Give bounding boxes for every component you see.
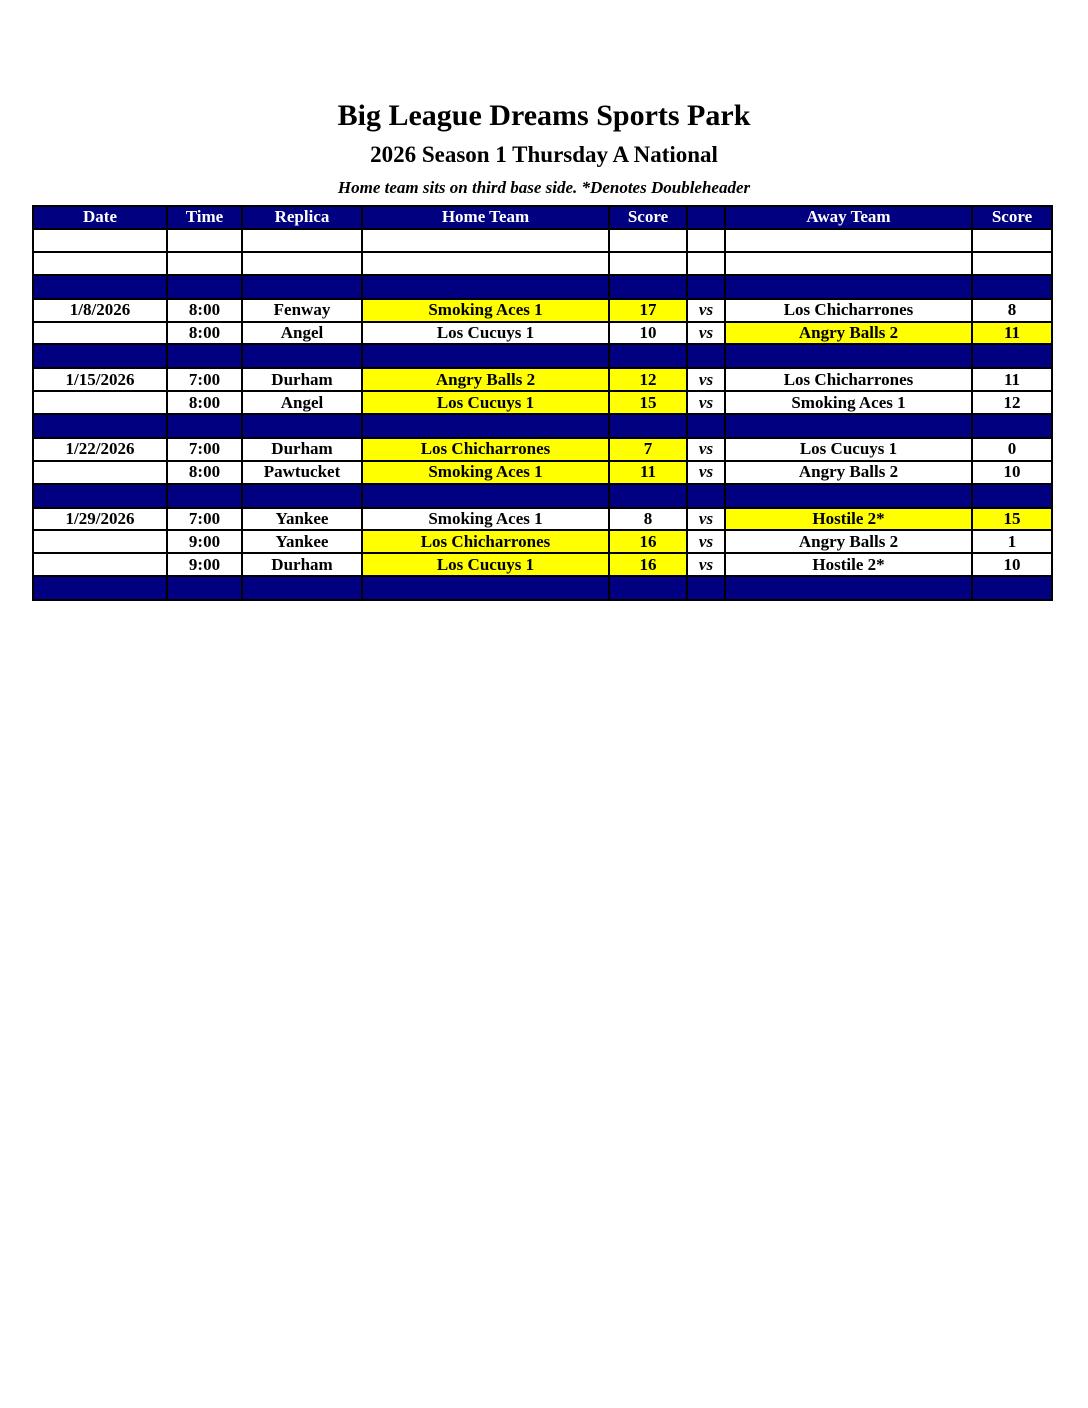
home-team-cell: Los Chicharrones: [362, 530, 609, 553]
empty-cell: [242, 344, 362, 368]
empty-cell: [687, 484, 725, 508]
vs-cell: vs: [687, 530, 725, 553]
time-cell: 7:00: [167, 508, 242, 531]
empty-cell: [609, 252, 687, 275]
home-team-cell: Smoking Aces 1: [362, 299, 609, 322]
empty-cell: [362, 275, 609, 299]
empty-cell: [609, 275, 687, 299]
schedule-table: [32, 205, 1053, 601]
empty-cell: [167, 229, 242, 252]
empty-cell: [972, 484, 1052, 508]
empty-cell: [972, 576, 1052, 600]
away-score-cell: 10: [972, 461, 1052, 484]
empty-cell: [972, 414, 1052, 438]
game-row: [33, 461, 1052, 484]
date-cell: 1/15/2026: [33, 368, 167, 391]
vs-cell: vs: [687, 368, 725, 391]
empty-cell: [33, 414, 167, 438]
col-time-header: Time: [167, 206, 242, 229]
empty-cell: [725, 229, 972, 252]
date-cell: 1/8/2026: [33, 299, 167, 322]
date-cell: [33, 391, 167, 414]
header-row: [33, 206, 1052, 229]
empty-cell: [33, 484, 167, 508]
empty-cell: [167, 484, 242, 508]
col-date-header: Date: [33, 206, 167, 229]
away-score-cell: 12: [972, 391, 1052, 414]
page-title: Big League Dreams Sports Park: [337, 99, 751, 132]
home-team-cell: Angry Balls 2: [362, 368, 609, 391]
empty-cell: [725, 344, 972, 368]
empty-cell: [362, 229, 609, 252]
time-cell: 8:00: [167, 461, 242, 484]
empty-cell: [362, 344, 609, 368]
home-score-cell: 15: [609, 391, 687, 414]
replica-cell: Durham: [242, 553, 362, 576]
vs-cell: vs: [687, 322, 725, 345]
empty-cell: [687, 252, 725, 275]
time-cell: 9:00: [167, 553, 242, 576]
time-cell: 7:00: [167, 438, 242, 461]
home-score-cell: 11: [609, 461, 687, 484]
col-away-team-header: Away Team: [725, 206, 972, 229]
home-score-cell: 7: [609, 438, 687, 461]
separator-row: [33, 275, 1052, 299]
empty-cell: [687, 576, 725, 600]
home-team-cell: Los Cucuys 1: [362, 322, 609, 345]
empty-cell: [242, 576, 362, 600]
time-cell: 8:00: [167, 391, 242, 414]
empty-cell: [362, 576, 609, 600]
vs-cell: vs: [687, 508, 725, 531]
vs-cell: vs: [687, 299, 725, 322]
empty-cell: [972, 252, 1052, 275]
separator-row: [33, 576, 1052, 600]
empty-cell: [609, 229, 687, 252]
empty-cell: [972, 275, 1052, 299]
away-score-cell: 0: [972, 438, 1052, 461]
replica-cell: Yankee: [242, 508, 362, 531]
empty-cell: [362, 484, 609, 508]
empty-cell: [33, 252, 167, 275]
empty-cell: [242, 414, 362, 438]
col-home-team-header: Home Team: [362, 206, 609, 229]
empty-cell: [725, 275, 972, 299]
schedule-note: Home team sits on third base side. *Denotes Doubleheader: [337, 178, 751, 197]
col-away-score-header: Score: [972, 206, 1052, 229]
vs-cell: vs: [687, 391, 725, 414]
away-score-cell: 8: [972, 299, 1052, 322]
time-cell: 8:00: [167, 322, 242, 345]
home-team-cell: Los Chicharrones: [362, 438, 609, 461]
date-cell: 1/29/2026: [33, 508, 167, 531]
empty-cell: [687, 229, 725, 252]
away-score-cell: 11: [972, 322, 1052, 345]
game-row: [33, 438, 1052, 461]
empty-cell: [609, 344, 687, 368]
away-team-cell: Los Chicharrones: [725, 368, 972, 391]
empty-row: [33, 252, 1052, 275]
home-team-cell: Smoking Aces 1: [362, 461, 609, 484]
empty-cell: [687, 344, 725, 368]
home-score-cell: 16: [609, 530, 687, 553]
game-row: [33, 299, 1052, 322]
away-team-cell: Angry Balls 2: [725, 530, 972, 553]
empty-cell: [167, 275, 242, 299]
replica-cell: Durham: [242, 438, 362, 461]
separator-row: [33, 344, 1052, 368]
empty-cell: [725, 252, 972, 275]
replica-cell: Angel: [242, 391, 362, 414]
empty-cell: [609, 414, 687, 438]
game-row: [33, 508, 1052, 531]
empty-row: [33, 229, 1052, 252]
game-row: [33, 553, 1052, 576]
empty-cell: [167, 252, 242, 275]
empty-cell: [33, 275, 167, 299]
empty-cell: [725, 484, 972, 508]
empty-cell: [687, 414, 725, 438]
date-cell: 1/22/2026: [33, 438, 167, 461]
home-team-cell: Smoking Aces 1: [362, 508, 609, 531]
empty-cell: [33, 344, 167, 368]
replica-cell: Angel: [242, 322, 362, 345]
empty-cell: [33, 576, 167, 600]
game-row: [33, 368, 1052, 391]
home-score-cell: 17: [609, 299, 687, 322]
empty-cell: [167, 414, 242, 438]
empty-cell: [242, 252, 362, 275]
col-home-score-header: Score: [609, 206, 687, 229]
empty-cell: [725, 576, 972, 600]
away-score-cell: 1: [972, 530, 1052, 553]
date-cell: [33, 530, 167, 553]
replica-cell: Fenway: [242, 299, 362, 322]
away-team-cell: Los Cucuys 1: [725, 438, 972, 461]
home-score-cell: 10: [609, 322, 687, 345]
replica-cell: Pawtucket: [242, 461, 362, 484]
game-row: [33, 530, 1052, 553]
separator-row: [33, 484, 1052, 508]
game-row: [33, 322, 1052, 345]
time-cell: 9:00: [167, 530, 242, 553]
away-score-cell: 10: [972, 553, 1052, 576]
empty-cell: [972, 229, 1052, 252]
vs-cell: vs: [687, 461, 725, 484]
time-cell: 8:00: [167, 299, 242, 322]
home-score-cell: 8: [609, 508, 687, 531]
away-team-cell: Hostile 2*: [725, 508, 972, 531]
empty-cell: [725, 414, 972, 438]
home-team-cell: Los Cucuys 1: [362, 553, 609, 576]
page-subtitle: 2026 Season 1 Thursday A National: [370, 142, 718, 167]
game-row: [33, 391, 1052, 414]
date-cell: [33, 322, 167, 345]
schedule-body: [33, 229, 1052, 600]
away-team-cell: Angry Balls 2: [725, 322, 972, 345]
away-score-cell: 15: [972, 508, 1052, 531]
empty-cell: [242, 275, 362, 299]
replica-cell: Durham: [242, 368, 362, 391]
empty-cell: [167, 344, 242, 368]
away-team-cell: Angry Balls 2: [725, 461, 972, 484]
date-cell: [33, 553, 167, 576]
separator-row: [33, 414, 1052, 438]
away-score-cell: 11: [972, 368, 1052, 391]
empty-cell: [167, 576, 242, 600]
empty-cell: [242, 484, 362, 508]
vs-cell: vs: [687, 553, 725, 576]
empty-cell: [33, 229, 167, 252]
empty-cell: [362, 414, 609, 438]
away-team-cell: Smoking Aces 1: [725, 391, 972, 414]
empty-cell: [972, 344, 1052, 368]
time-cell: 7:00: [167, 368, 242, 391]
away-team-cell: Hostile 2*: [725, 553, 972, 576]
empty-cell: [609, 576, 687, 600]
replica-cell: Yankee: [242, 530, 362, 553]
home-score-cell: 16: [609, 553, 687, 576]
empty-cell: [242, 229, 362, 252]
home-score-cell: 12: [609, 368, 687, 391]
empty-cell: [609, 484, 687, 508]
date-cell: [33, 461, 167, 484]
col-replica-header: Replica: [242, 206, 362, 229]
vs-cell: vs: [687, 438, 725, 461]
col-vs-header: [687, 206, 725, 229]
home-team-cell: Los Cucuys 1: [362, 391, 609, 414]
empty-cell: [687, 275, 725, 299]
empty-cell: [362, 252, 609, 275]
away-team-cell: Los Chicharrones: [725, 299, 972, 322]
